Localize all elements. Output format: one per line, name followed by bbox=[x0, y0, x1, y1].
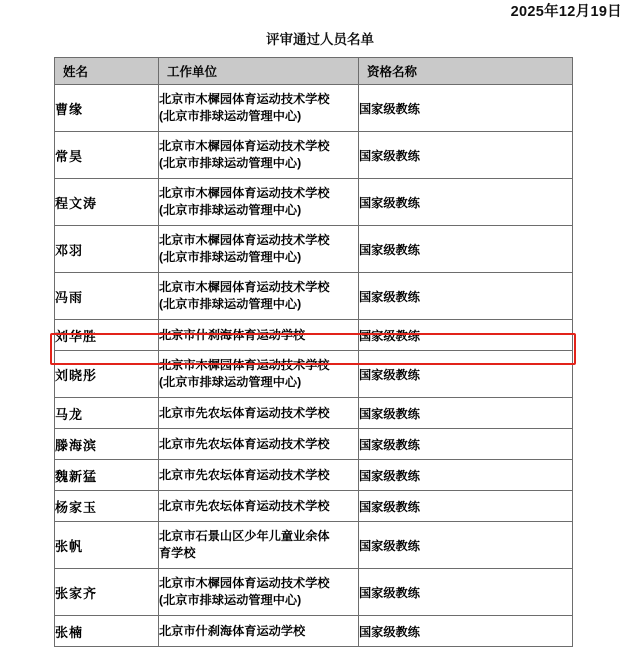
table-header bbox=[55, 58, 573, 85]
cell-qualification: 国家级教练 bbox=[359, 320, 573, 351]
table-row bbox=[55, 132, 573, 179]
unit-line-2: (北京市排球运动管理中心) bbox=[159, 250, 302, 264]
cell-unit bbox=[159, 85, 359, 132]
table-row bbox=[55, 569, 573, 616]
table-row bbox=[55, 429, 573, 460]
unit-line-1: 北京市石景山区少年儿童业余体 bbox=[159, 529, 330, 543]
cell-unit bbox=[159, 429, 359, 460]
cell-name: 刘晓彤 bbox=[55, 351, 159, 398]
cell-name: 杨家玉 bbox=[55, 491, 159, 522]
table-row bbox=[55, 179, 573, 226]
cell-name: 邓羽 bbox=[55, 226, 159, 273]
table-row bbox=[55, 616, 573, 647]
unit-line-1: 北京市什刹海体育运动学校 bbox=[159, 623, 306, 638]
table-row bbox=[55, 226, 573, 273]
cell-name: 滕海滨 bbox=[55, 429, 159, 460]
unit-line-2: (北京市排球运动管理中心) bbox=[159, 375, 302, 389]
cell-name: 张帆 bbox=[55, 522, 159, 569]
cell-qualification: 国家级教练 bbox=[359, 522, 573, 569]
cell-unit bbox=[159, 273, 359, 320]
unit-line-2: 育学校 bbox=[159, 546, 196, 560]
cell-unit bbox=[159, 616, 359, 647]
cell-unit bbox=[159, 522, 359, 569]
table-row bbox=[55, 491, 573, 522]
cell-unit bbox=[159, 491, 359, 522]
cell-qualification: 国家级教练 bbox=[359, 351, 573, 398]
unit-line-1: 北京市木樨园体育运动技术学校 bbox=[159, 186, 330, 200]
unit-line-1: 北京市先农坛体育运动技术学校 bbox=[159, 498, 330, 513]
cell-qualification: 国家级教练 bbox=[359, 226, 573, 273]
cell-name: 张家齐 bbox=[55, 569, 159, 616]
unit-line-1: 北京市先农坛体育运动技术学校 bbox=[159, 467, 330, 482]
roster-table-container bbox=[54, 57, 572, 647]
unit-line-1: 北京市先农坛体育运动技术学校 bbox=[159, 405, 330, 420]
table-row bbox=[55, 351, 573, 398]
table-body bbox=[55, 85, 573, 647]
unit-line-1: 北京市什刹海体育运动学校 bbox=[159, 327, 306, 342]
roster-table bbox=[54, 57, 573, 647]
table-row bbox=[55, 522, 573, 569]
table-header-row bbox=[55, 58, 573, 85]
column-header-name: 姓名 bbox=[55, 58, 159, 85]
table-row bbox=[55, 273, 573, 320]
cell-name: 曹缘 bbox=[55, 85, 159, 132]
cell-qualification: 国家级教练 bbox=[359, 460, 573, 491]
cell-qualification: 国家级教练 bbox=[359, 398, 573, 429]
cell-unit bbox=[159, 320, 359, 351]
unit-line-2: (北京市排球运动管理中心) bbox=[159, 203, 302, 217]
unit-line-1: 北京市木樨园体育运动技术学校 bbox=[159, 92, 330, 106]
unit-line-2: (北京市排球运动管理中心) bbox=[159, 297, 302, 311]
cell-unit bbox=[159, 351, 359, 398]
cell-qualification: 国家级教练 bbox=[359, 85, 573, 132]
table-row bbox=[55, 85, 573, 132]
cell-unit bbox=[159, 569, 359, 616]
cell-name: 马龙 bbox=[55, 398, 159, 429]
table-row-highlighted bbox=[55, 398, 573, 429]
column-header-qualification: 资格名称 bbox=[359, 58, 573, 85]
cell-unit bbox=[159, 179, 359, 226]
unit-line-2: (北京市排球运动管理中心) bbox=[159, 156, 302, 170]
cell-name: 刘华胜 bbox=[55, 320, 159, 351]
cell-qualification: 国家级教练 bbox=[359, 569, 573, 616]
cell-qualification: 国家级教练 bbox=[359, 429, 573, 460]
cell-qualification: 国家级教练 bbox=[359, 273, 573, 320]
unit-line-1: 北京市木樨园体育运动技术学校 bbox=[159, 139, 330, 153]
cell-name: 张楠 bbox=[55, 616, 159, 647]
page-title: 评审通过人员名单 bbox=[266, 32, 374, 47]
cell-qualification: 国家级教练 bbox=[359, 616, 573, 647]
cell-qualification: 国家级教练 bbox=[359, 179, 573, 226]
cell-name: 魏新猛 bbox=[55, 460, 159, 491]
unit-line-2: (北京市排球运动管理中心) bbox=[159, 593, 302, 607]
unit-line-1: 北京市木樨园体育运动技术学校 bbox=[159, 358, 330, 372]
unit-line-1: 北京市木樨园体育运动技术学校 bbox=[159, 576, 330, 590]
cell-name: 程文涛 bbox=[55, 179, 159, 226]
cell-unit bbox=[159, 226, 359, 273]
cell-unit bbox=[159, 398, 359, 429]
cell-qualification: 国家级教练 bbox=[359, 491, 573, 522]
unit-line-2: (北京市排球运动管理中心) bbox=[159, 109, 302, 123]
unit-line-1: 北京市木樨园体育运动技术学校 bbox=[159, 233, 330, 247]
cell-unit bbox=[159, 132, 359, 179]
cell-unit bbox=[159, 460, 359, 491]
unit-line-1: 北京市先农坛体育运动技术学校 bbox=[159, 436, 330, 451]
table-row bbox=[55, 460, 573, 491]
table-row bbox=[55, 320, 573, 351]
column-header-unit: 工作单位 bbox=[159, 58, 359, 85]
document-date: 2025年12月19日 bbox=[510, 4, 622, 20]
cell-qualification: 国家级教练 bbox=[359, 132, 573, 179]
cell-name: 冯雨 bbox=[55, 273, 159, 320]
cell-name: 常昊 bbox=[55, 132, 159, 179]
unit-line-1: 北京市木樨园体育运动技术学校 bbox=[159, 280, 330, 294]
